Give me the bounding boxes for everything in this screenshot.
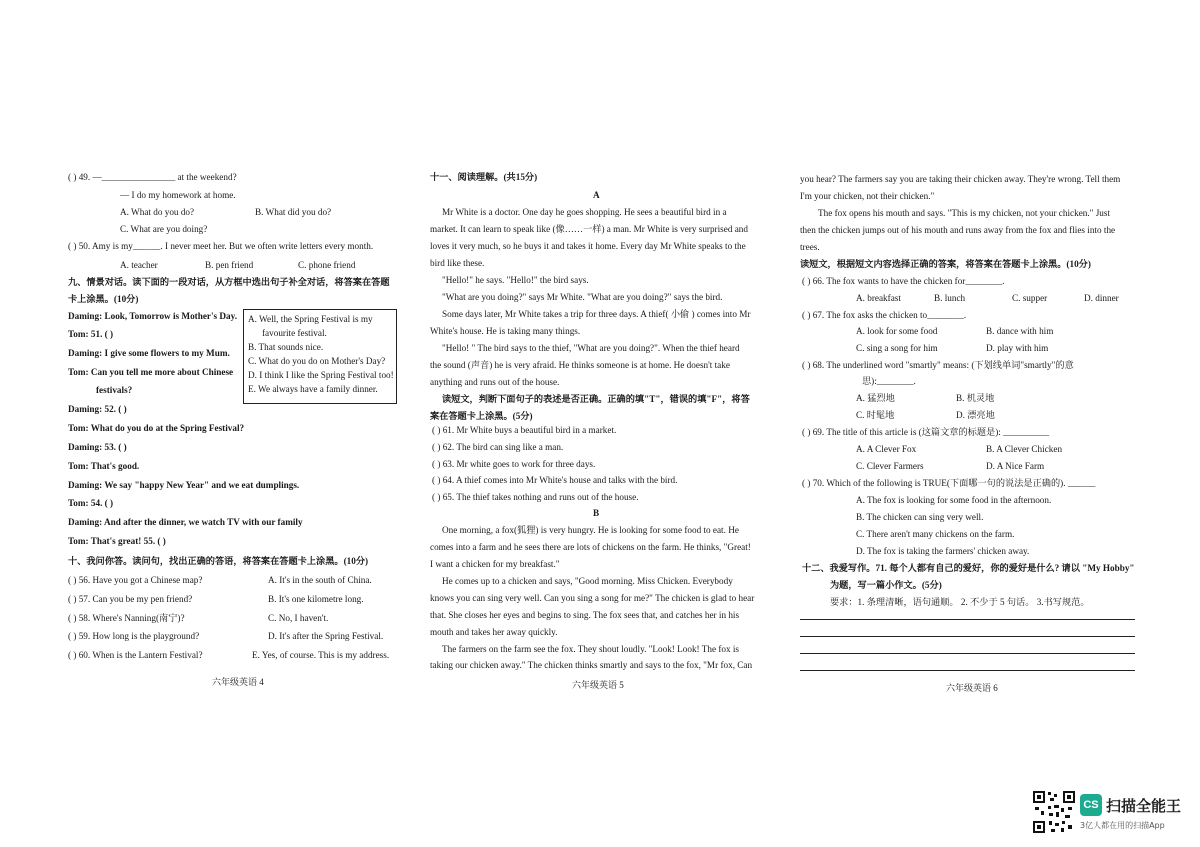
dialog-line: Daming: I give some flowers to my Mum.	[68, 348, 230, 358]
q-line: ( ) 58. Where's Nanning(南宁)?	[68, 613, 185, 623]
q-line: ( ) 57. Can you be my pen friend?	[68, 594, 193, 604]
box-option-e: E. We always have a family dinner.	[248, 384, 378, 394]
writing-line	[800, 670, 1135, 671]
q68-line: ( ) 68. The underlined word "smartly" means: (下划线单词"smartly"的意	[802, 360, 1074, 370]
writing-line	[800, 636, 1135, 637]
passage-line: "What are you doing?" says Mr White. "What are you doing?" says the bird.	[442, 292, 723, 302]
dialog-line: Tom: 51. ( )	[68, 329, 114, 339]
passage-line: I want a chicken for my breakfast."	[430, 559, 560, 569]
passage-line: Some days later, Mr White takes a trip for three days. A thief( 小偷 ) comes into Mr	[442, 309, 751, 319]
passage-line: The farmers on the farm see the fox. They shout loudly. "Look! Look! The fox is	[442, 644, 739, 654]
passage-a-label: A	[593, 190, 600, 200]
passage-line: anything and runs out of the house.	[430, 377, 560, 387]
q66-option: B. lunch	[934, 293, 966, 303]
passage-line: market. It can learn to speak like (像……一样) a man. Mr White is very surprised and	[430, 224, 748, 234]
passage-line: you hear? The farmers say you are taking their chicken away. They're wrong. Tell them	[800, 174, 1121, 184]
q70-option: C. There aren't many chickens on the farm.	[856, 529, 1015, 539]
q70-option: D. The fox is taking the farmers' chicken away.	[856, 546, 1030, 556]
q49-option-b: B. What did you do?	[255, 207, 332, 217]
answer-line: B. It's one kilometre long.	[268, 594, 364, 604]
passage-line: "Hello! " The bird says to the thief, "What are you doing?". When the thief heard	[442, 343, 740, 353]
writing-line	[800, 619, 1135, 620]
passage-line: mouth and takes her away quickly.	[430, 627, 558, 637]
tf-question: ( ) 65. The thief takes nothing and runs out of the house.	[432, 492, 639, 502]
watermark-brand: 扫描全能王	[1106, 797, 1182, 815]
q66-option: A. breakfast	[856, 293, 901, 303]
q68-option: B. 机灵地	[956, 393, 995, 403]
q70-line: ( ) 70. Which of the following is TRUE(下面哪一句的说法是正确的). ______	[802, 478, 1096, 488]
dialog-line: festivals?	[96, 385, 133, 395]
box-option-a-cont: favourite festival.	[262, 328, 327, 338]
q-line: ( ) 60. When is the Lantern Festival?	[68, 650, 203, 660]
q49-reply: — I do my homework at home.	[120, 190, 236, 200]
passage-line: Mr White is a doctor. One day he goes shopping. He sees a beautiful bird in a	[442, 207, 727, 217]
answer-line: C. No, I haven't.	[268, 613, 329, 623]
tf-question: ( ) 61. Mr White buys a beautiful bird in a market.	[432, 425, 617, 435]
q67-option: D. play with him	[986, 343, 1049, 353]
q66-option: D. dinner	[1084, 293, 1119, 303]
dialog-line: Tom: What do you do at the Spring Festival?	[68, 423, 245, 433]
q69-option: B. A Clever Chicken	[986, 444, 1063, 454]
q69-option: C. Clever Farmers	[856, 461, 924, 471]
q67-option: B. dance with him	[986, 326, 1054, 336]
q67-option: C. sing a song for him	[856, 343, 938, 353]
passage-line: taking our chicken away." The chicken thinks smartly and says to the fox, "Mr fox, Can	[430, 660, 753, 670]
page-footer: 六年级英语 4	[212, 677, 264, 687]
q68-option: C. 时髦地	[856, 410, 895, 420]
passage-line: White's house. He is taking many things.	[430, 326, 581, 336]
section-12-title: 十二、我爱写作。71. 每个人都有自己的爱好，你的爱好是什么? 请以 "My Hobby"	[802, 563, 1135, 573]
q50-line: ( ) 50. Amy is my______. I never meet her. But we often write letters every month.	[68, 241, 374, 251]
q68-option: A. 猛烈地	[856, 393, 895, 403]
dialog-line: Daming: We say "happy New Year" and we eat dumplings.	[68, 480, 300, 490]
q66-option: C. supper	[1012, 293, 1048, 303]
tf-question: ( ) 62. The bird can sing like a man.	[432, 442, 564, 452]
dialog-line: Tom: That's good.	[68, 461, 140, 471]
q50-option-b: B. pen friend	[205, 260, 254, 270]
passage-line: I'm your chicken, not their chicken."	[800, 191, 935, 201]
section-9-title: 九、情景对话。读下面的一段对话，从方框中选出句子补全对话，将答案在答题	[68, 277, 390, 287]
camscanner-logo-icon	[1080, 794, 1102, 816]
q49-line: ( ) 49. —________________ at the weekend?	[68, 172, 237, 182]
writing-line	[800, 653, 1135, 654]
passage-line: the sound (声音) he is very afraid. He thinks someone is at home. He doesn't take	[430, 360, 730, 370]
q67-line: ( ) 67. The fox asks the chicken to________.	[802, 310, 967, 320]
answer-line: D. It's after the Spring Festival.	[268, 631, 384, 641]
dialog-line: Daming: And after the dinner, we watch TV with our family	[68, 517, 303, 527]
q66-line: ( ) 66. The fox wants to have the chicken for________.	[802, 276, 1005, 286]
section-10-title: 十、我问你答。读问句，找出正确的答语，将答案在答题卡上涂黑。(10分)	[68, 556, 369, 566]
q68-option: D. 漂亮地	[956, 410, 995, 420]
passage-line: One morning, a fox(狐狸) is very hungry. He is looking for some food to eat. He	[442, 525, 739, 535]
section-11-title: 十一、阅读理解。(共15分)	[430, 172, 538, 182]
q68-line-cont: 思):________.	[862, 376, 916, 386]
box-option-c: C. What do you do on Mother's Day?	[248, 356, 386, 366]
instruction-line: 读短文，根据短文内容选择正确的答案，将答案在答题卡上涂黑。(10分)	[800, 259, 1091, 269]
q-line: ( ) 56. Have you got a Chinese map?	[68, 575, 203, 585]
passage-line: then the chicken jumps out of his mouth and runs away from the fox and flies into the	[800, 225, 1116, 235]
dialog-line: Tom: Can you tell me more about Chinese	[68, 367, 234, 377]
passage-line: "Hello!" he says. "Hello!" the bird says.	[442, 275, 589, 285]
passage-b-label: B	[593, 508, 600, 518]
box-option-d: D. I think I like the Spring Festival too!	[248, 370, 394, 380]
dialog-line: Tom: 54. ( )	[68, 498, 114, 508]
q50-option-c: C. phone friend	[298, 260, 356, 270]
qr-code-icon	[1032, 790, 1076, 834]
q70-option: B. The chicken can sing very well.	[856, 512, 984, 522]
q-line: ( ) 59. How long is the playground?	[68, 631, 200, 641]
page-footer: 六年级英语 6	[946, 683, 998, 693]
q49-option-a: A. What do you do?	[120, 207, 195, 217]
passage-line: that. She closes her eyes and begins to sing. The fox sees that, and catches her in his	[430, 610, 740, 620]
passage-line: knows you can sing very well. Can you sing a song for me?" The chicken is glad to hear	[430, 593, 755, 603]
passage-line: The fox opens his mouth and says. "This is my chicken, not your chicken." Just	[818, 208, 1111, 218]
passage-line: comes into a farm and he sees there are lots of chickens on the farm. He thinks, "Great!	[430, 542, 751, 552]
tf-question: ( ) 63. Mr white goes to work for three days.	[432, 459, 596, 469]
instruction-line: 案在答题卡上涂黑。(5分)	[430, 411, 533, 421]
passage-line: He comes up to a chicken and says, "Good morning. Miss Chicken. Everybody	[442, 576, 733, 586]
q69-option: A. A Clever Fox	[856, 444, 917, 454]
q49-option-c: C. What are you doing?	[120, 224, 208, 234]
q67-option: A. look for some food	[856, 326, 938, 336]
section-9-title-cont: 卡上涂黑。(10分)	[68, 294, 139, 304]
answer-line: E. Yes, of course. This is my address.	[252, 650, 390, 660]
page-footer: 六年级英语 5	[572, 680, 624, 690]
dialog-line: Tom: That's great! 55. ( )	[68, 536, 166, 546]
q69-option: D. A Nice Farm	[986, 461, 1045, 471]
dialog-line: Daming: 53. ( )	[68, 442, 127, 452]
section-12-title-cont: 为题，写一篇小作文。(5分)	[830, 580, 942, 590]
passage-line: trees.	[800, 242, 820, 252]
camscanner-logo-text: CS	[1083, 799, 1099, 811]
dialog-line: Daming: 52. ( )	[68, 404, 127, 414]
writing-requirements: 要求：1. 条理清晰，语句通顺。 2. 不少于 5 句话。 3.书写规范。	[830, 597, 1090, 607]
q70-option: A. The fox is looking for some food in the afternoon.	[856, 495, 1052, 505]
instruction-line: 读短文，判断下面句子的表述是否正确。正确的填"T"，错误的填"F"，将答	[442, 394, 750, 404]
tf-question: ( ) 64. A thief comes into Mr White's house and talks with the bird.	[432, 475, 678, 485]
box-option-a: A. Well, the Spring Festival is my	[248, 314, 373, 324]
passage-line: bird like these.	[430, 258, 485, 268]
answer-line: A. It's in the south of China.	[268, 575, 372, 585]
box-option-b: B. That sounds nice.	[248, 342, 324, 352]
passage-line: loves it very much, so he buys it and takes it home. Every day Mr White speaks to the	[430, 241, 746, 251]
q69-line: ( ) 69. The title of this article is (这篇文章的标题是): __________	[802, 427, 1050, 437]
q50-option-a: A. teacher	[120, 260, 158, 270]
dialog-line: Daming: Look, Tomorrow is Mother's Day.	[68, 311, 238, 321]
watermark-tagline: 3亿人都在用的扫描App	[1080, 821, 1165, 830]
